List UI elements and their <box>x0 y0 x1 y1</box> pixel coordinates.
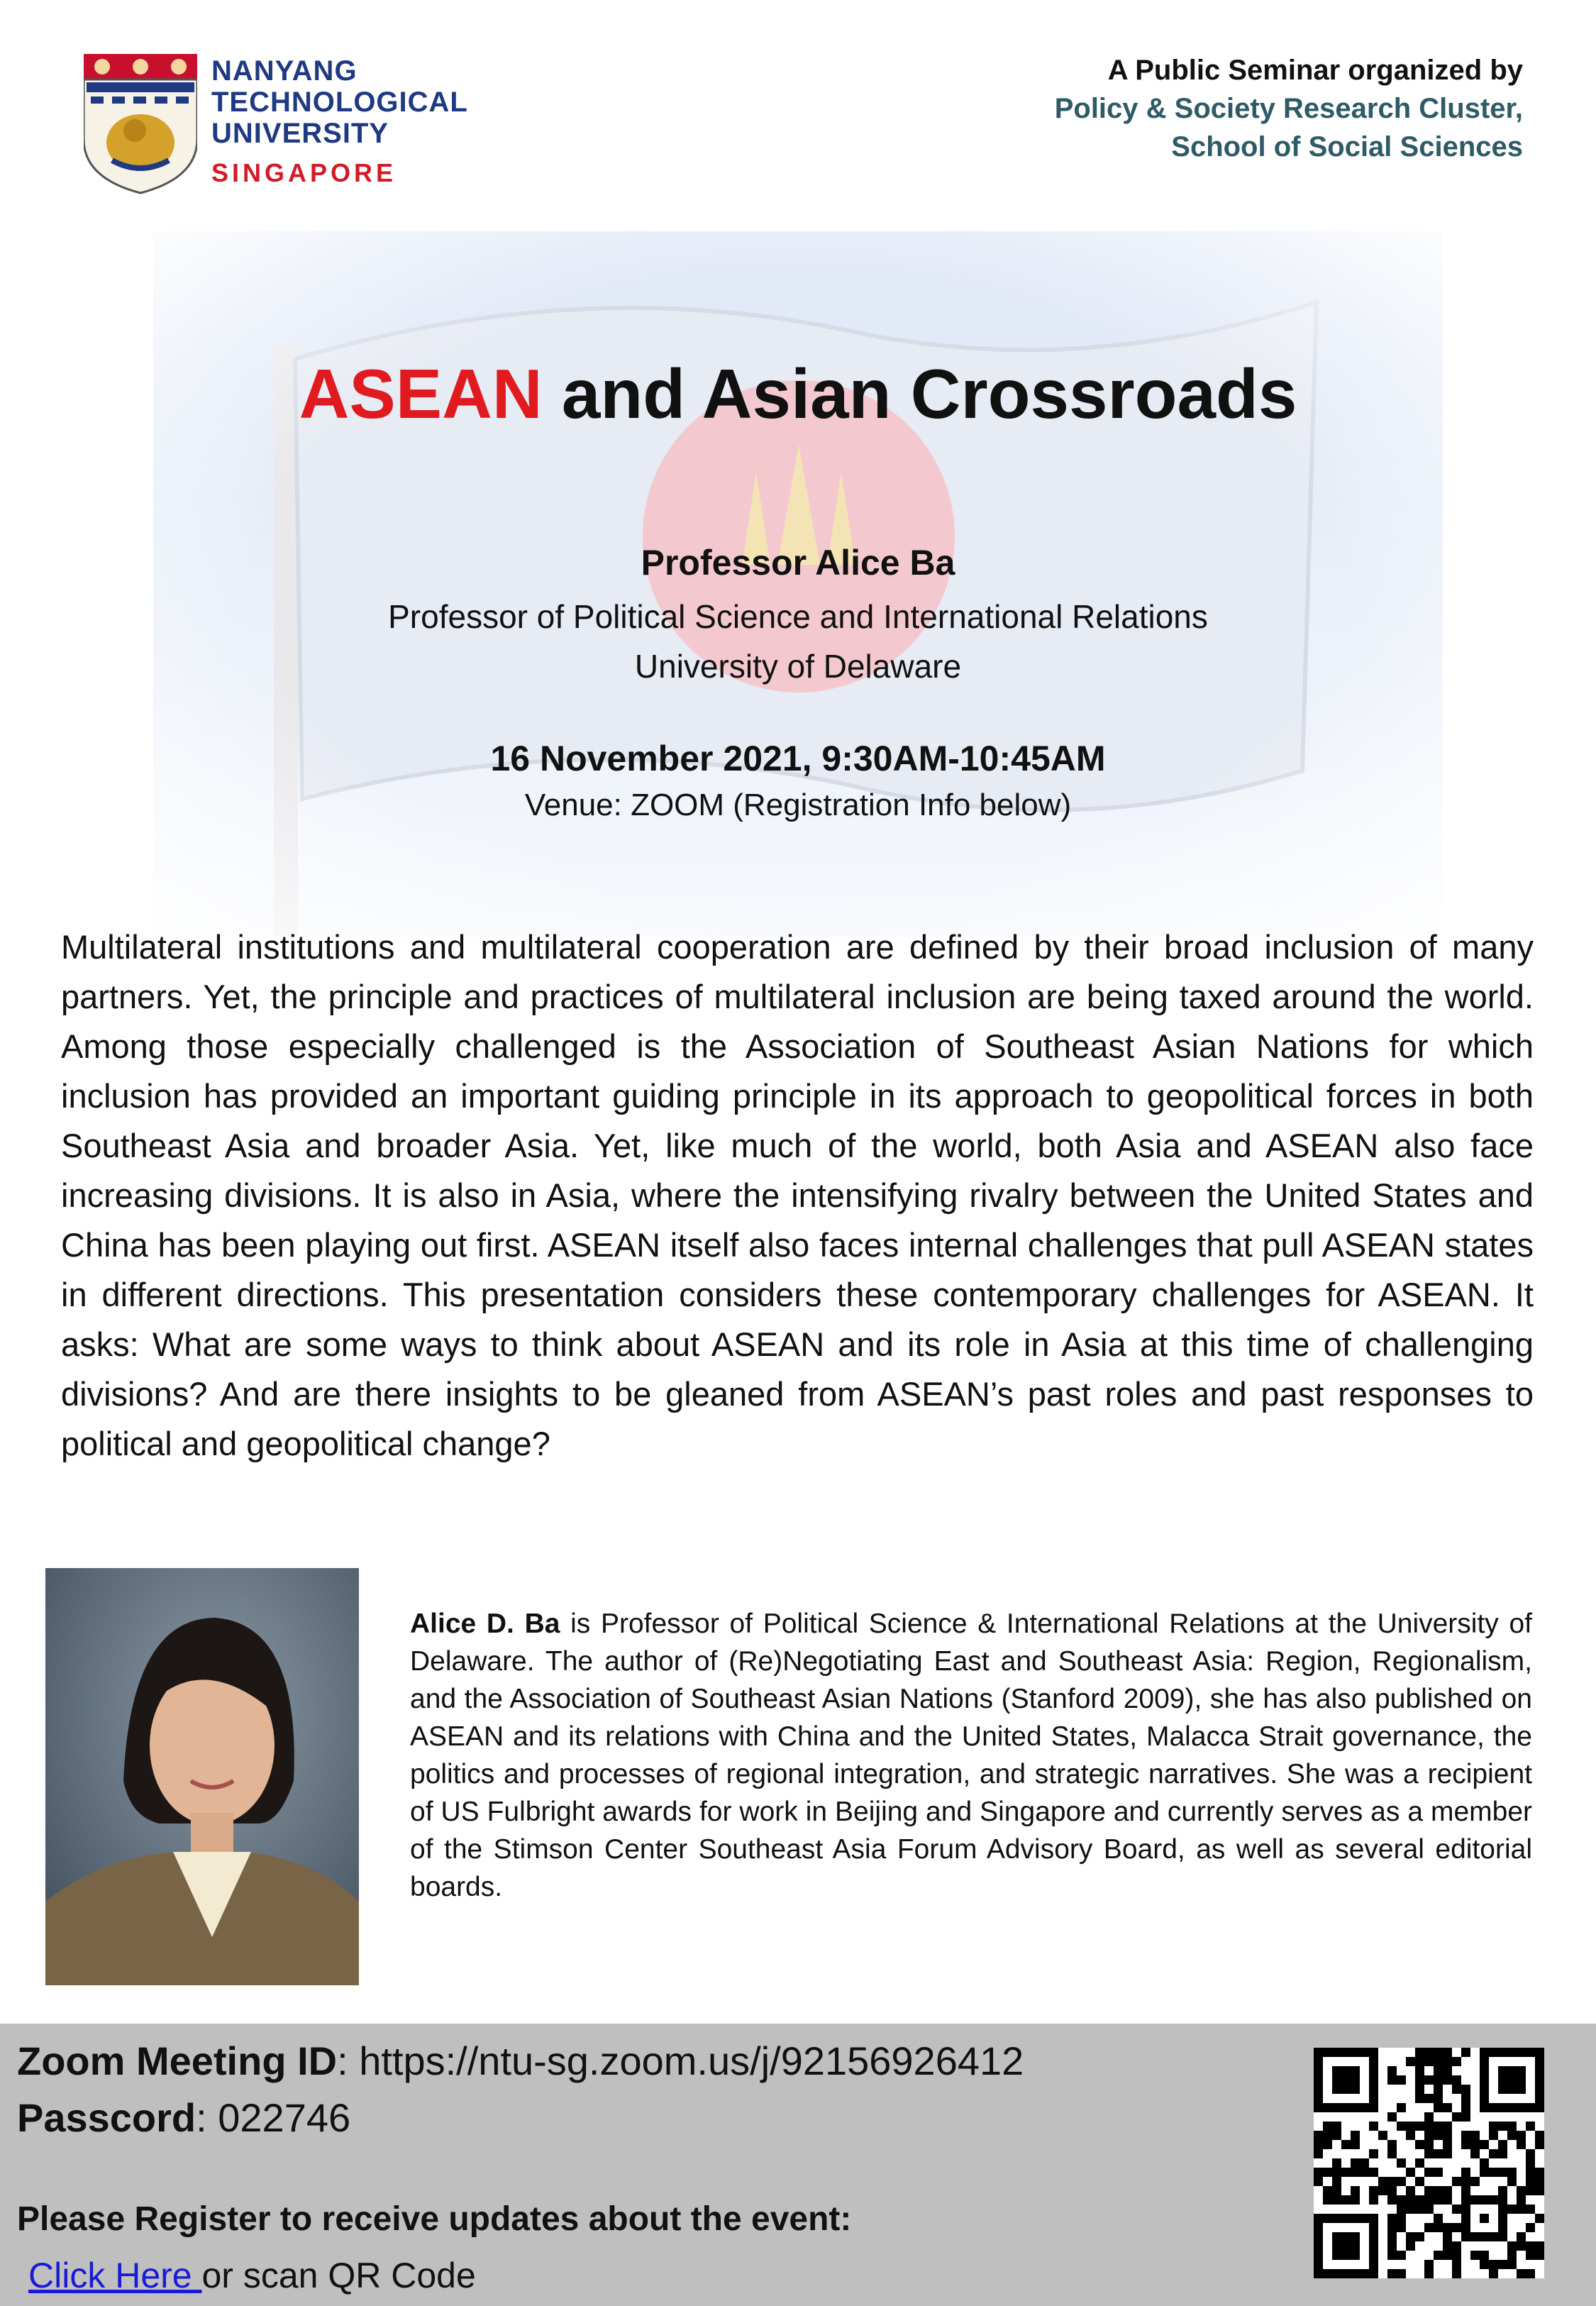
speaker-photo <box>45 1568 359 1985</box>
organizer-line: School of Social Sciences <box>1171 131 1523 162</box>
speaker-title: Professor of Political Science and International Relations <box>388 598 1208 635</box>
register-link-line <box>28 2255 476 2296</box>
event-venue: Venue: ZOOM (Registration Info below) <box>524 788 1072 822</box>
register-prompt: Please Register to receive updates about the event: <box>17 2200 852 2238</box>
organizer-line: Policy & Society Research Cluster, <box>1054 93 1523 124</box>
passcode-value: : 022746 <box>196 2095 351 2140</box>
zoom-meeting-id <box>17 2038 1024 2084</box>
ntu-crest-icon <box>84 54 197 196</box>
organizer-block <box>1055 51 1523 166</box>
ntu-logo <box>84 54 481 196</box>
speaker-name: Professor Alice Ba <box>641 543 955 583</box>
asean-flag-background <box>153 231 1443 937</box>
logo-line: UNIVERSITY <box>211 118 389 149</box>
title-rest: and Asian Crossroads <box>542 355 1297 433</box>
title-accent: ASEAN <box>299 355 543 433</box>
speaker-affiliation: University of Delaware <box>634 648 962 685</box>
organizer-line: A Public Seminar organized by <box>1107 55 1523 86</box>
logo-line: TECHNOLOGICAL <box>211 87 468 118</box>
scan-qr-text: or scan QR Code <box>201 2256 476 2295</box>
logo-line: NANYANG <box>211 55 358 87</box>
logo-wordmark <box>211 57 468 189</box>
speaker-bio <box>410 1605 1532 1906</box>
bio-name: Alice D. Ba <box>410 1609 560 1639</box>
event-title <box>0 355 1596 433</box>
passcode-label: Passcord <box>17 2095 196 2140</box>
bio-text: is Professor of Political Science & International Relations at the University of Delaware. The author of (Re)Negotiating East and Southeast Asia: Region, Regionalism, and the Association of Southeast Asian Nations (Stanford 2009), she has also published on ASEAN and its relations with China and the United States, Malacca Strait governance, the politics and processes of regional integration, and strategic narratives. She was a recipient of US Fulbright awards for work in Beijing and Singapore and currently serves as a member of the Stimson Center Southeast Asia Forum Advisory Board, as well as several editorial boards. <box>410 1609 1532 1902</box>
event-date-time: 16 November 2021, 9:30AM-10:45AM <box>490 739 1106 778</box>
meeting-value: : https://ntu-sg.zoom.us/j/92156926412 <box>337 2039 1024 2083</box>
logo-line-singapore: SINGAPORE <box>211 158 397 187</box>
click-here-link[interactable]: Click Here <box>28 2256 202 2295</box>
qr-code[interactable] <box>1314 2048 1544 2278</box>
zoom-passcode <box>17 2095 350 2141</box>
meeting-label: Zoom Meeting ID <box>17 2039 338 2083</box>
abstract-paragraph: Multilateral institutions and multilateral cooperation are defined by their broad inclusion of many partners. Yet, the principle and practices of multilateral inclusion are being taxed around the world. Among those especially challenged is the Association of Southeast Asian Nations for which inclusion has provided an important guiding principle in its approach to geopolitical forces in both Southeast Asia and broader Asia. Yet, like much of the world, both Asia and ASEAN also face increasing divisions. It is also in Asia, where the intensifying rivalry between the United States and China has been playing out first. ASEAN itself also faces internal challenges that pull ASEAN states in different directions. This presentation considers these contemporary challenges for ASEAN. It asks: What are some ways to think about ASEAN and its role in Asia at this time of challenging divisions? And are there insights to be gleaned from ASEAN’s past roles and past responses to political and geopolitical change? <box>61 928 1534 1462</box>
